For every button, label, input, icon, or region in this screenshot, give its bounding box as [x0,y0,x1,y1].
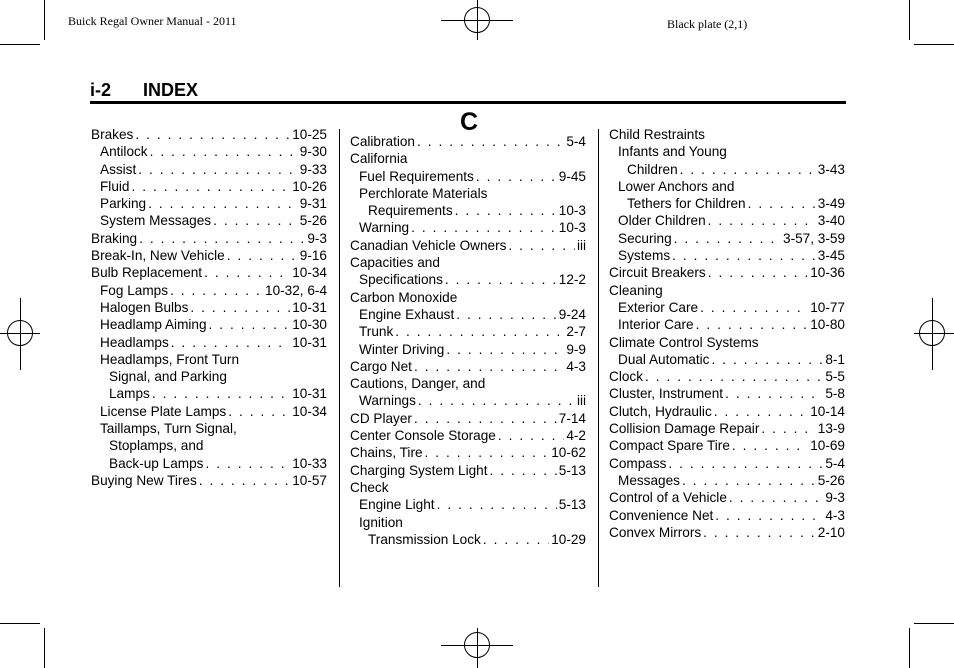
index-entry [350,185,586,202]
entry-term: Specifications [359,272,443,288]
entry-page-ref: 10-30 [292,317,327,333]
column-divider [339,129,340,587]
entry-term: System Messages [100,213,212,229]
index-entry [609,334,845,351]
index-entry [91,282,327,299]
entry-page-ref: 10-31 [292,334,327,350]
index-entry [609,178,845,195]
index-entry [350,254,586,271]
entry-page-ref: 10-31 [292,299,327,315]
dot-leader [395,323,564,340]
entry-page-ref: 9-9 [566,341,586,357]
dot-leader [227,247,298,264]
index-entry [609,195,845,212]
dot-leader [425,444,550,461]
entry-page-ref: 4-3 [825,507,845,523]
entry-page-ref: 5-13 [558,497,586,513]
dot-leader [725,385,823,402]
index-entry [609,161,845,178]
index-entry [609,524,845,541]
entry-page-ref: 9-45 [558,168,586,184]
entry-term: Antilock [100,144,148,160]
dot-leader [498,427,565,444]
entry-page-ref: 9-30 [299,144,327,160]
dot-leader [476,168,557,185]
dot-leader [674,230,781,247]
index-entry [350,237,586,254]
index-entry [350,168,586,185]
index-entry [350,427,586,444]
dot-leader [682,472,816,489]
plate-label: Black plate (2,1) [667,17,748,31]
index-entry [91,264,327,281]
manual-title: Buick Regal Owner Manual - 2011 [68,14,237,28]
dot-leader [148,195,298,212]
entry-page-ref: 9-33 [299,161,327,177]
index-entry [609,385,845,402]
entry-page-ref: 3-40 [817,213,845,229]
index-entry [609,437,845,454]
entry-term: Exterior Care [618,299,699,315]
entry-page-ref: 3-49 [817,196,845,212]
entry-term: Messages [618,472,680,488]
dot-leader [455,202,557,219]
index-entry [91,195,327,212]
index-entry [609,264,845,281]
dot-leader [446,341,564,358]
entry-term: Infants and Young [618,144,727,160]
index-entry [91,143,327,160]
entry-term: Tethers for Children [627,196,746,212]
dot-leader [708,212,816,229]
entry-term: Taillamps, Turn Signal, [100,421,237,437]
entry-term: Winter Driving [359,341,445,357]
entry-term: Cleaning [609,282,663,298]
index-column-3 [609,126,845,541]
index-entry [91,161,327,178]
entry-term: Fog Lamps [100,282,169,298]
dot-leader [418,392,575,409]
entry-term: California [350,151,408,167]
entry-term: Stoplamps, and [109,438,204,454]
index-entry [609,230,845,247]
entry-term: Headlamps [100,334,169,350]
index-entry [609,126,845,143]
entry-term: Clutch, Hydraulic [609,403,712,419]
entry-page-ref: 10-77 [810,299,845,315]
index-entry [350,219,586,236]
entry-page-ref: 10-32, 6-4 [265,282,327,298]
index-entry [609,247,845,264]
index-entry [609,351,845,368]
entry-page-ref: 2-10 [817,524,845,540]
entry-term: Older Children [618,213,706,229]
entry-term: Parking [100,196,147,212]
title-rule [90,101,846,104]
index-entry [350,410,586,427]
dot-leader [204,264,290,281]
entry-page-ref: 13-9 [817,421,845,437]
entry-term: License Plate Lamps [100,403,227,419]
index-entry [91,455,327,472]
entry-page-ref: 10-14 [810,403,845,419]
entry-page-ref: 10-80 [810,317,845,333]
dot-leader [414,410,557,427]
entry-page-ref: 9-31 [299,196,327,212]
entry-page-ref: iii [576,237,586,253]
index-entry [609,282,845,299]
index-entry [350,444,586,461]
dot-leader [171,334,290,351]
index-entry [91,472,327,489]
entry-term: Compass [609,455,667,471]
entry-term: Headlamps, Front Turn [100,351,240,367]
entry-term: Buying New Tires [91,472,197,488]
entry-term: Ignition [359,514,403,530]
entry-page-ref: 10-36 [810,265,845,281]
index-entry [91,403,327,420]
entry-term: Brakes [91,127,134,142]
entry-term: Back-up Lamps [109,455,204,471]
index-entry [609,507,845,524]
dot-leader [213,212,298,229]
entry-term: Break-In, New Vehicle [91,248,225,264]
entry-term: Climate Control Systems [609,334,759,350]
entry-term: Fluid [100,178,130,194]
dot-leader [672,247,816,264]
index-entry [350,289,586,306]
page-number: i-2 [90,80,112,100]
index-entry [91,385,327,402]
dot-leader [228,403,290,420]
entry-term: Warning [359,220,410,236]
entry-term: Compact Spare Tire [609,438,730,454]
dot-leader [139,230,305,247]
dot-leader [490,462,557,479]
entry-page-ref: 10-34 [292,403,327,419]
entry-term: Lower Anchors and [618,178,735,194]
entry-page-ref: iii [576,393,586,409]
index-entry [91,126,327,143]
entry-page-ref: 9-16 [299,248,327,264]
index-entry [91,299,327,316]
index-entry [91,178,327,195]
entry-term: Carbon Monoxide [350,289,458,305]
dot-leader [209,316,291,333]
entry-term: Headlamp Aiming [100,317,207,333]
entry-page-ref: 10-31 [292,386,327,402]
dot-leader [456,306,557,323]
dot-leader [680,161,816,178]
dot-leader [696,316,809,333]
entry-term: Securing [618,230,672,246]
entry-page-ref: 12-2 [558,272,586,288]
index-entry [91,316,327,333]
entry-page-ref: 10-29 [551,531,586,547]
entry-page-ref: 5-26 [817,472,845,488]
dot-leader [411,219,557,236]
index-entry [350,150,586,167]
index-entry [350,531,586,548]
section-title: INDEX [143,80,199,100]
dot-leader [761,420,815,437]
entry-term: Convenience Net [609,507,714,523]
dot-leader [729,489,823,506]
entry-term: Halogen Bulbs [100,299,189,315]
dot-leader [199,472,290,489]
entry-term: Engine Exhaust [359,306,455,322]
index-entry [91,351,327,368]
entry-page-ref: 10-3 [558,220,586,236]
entry-page-ref: 5-8 [825,386,845,402]
entry-term: Fuel Requirements [359,168,474,184]
index-letter-heading: C [460,108,479,136]
entry-page-ref: 5-4 [566,134,586,149]
entry-page-ref: 7-14 [558,410,586,426]
entry-term: Signal, and Parking [109,369,227,385]
entry-page-ref: 5-5 [825,369,845,385]
dot-leader [417,133,564,150]
dot-leader [445,271,557,288]
index-entry [609,472,845,489]
entry-page-ref: 10-25 [292,127,327,142]
entry-page-ref: 4-2 [566,428,586,444]
entry-term: Dual Automatic [618,351,710,367]
entry-term: Control of a Vehicle [609,490,727,506]
entry-page-ref: 10-69 [810,438,845,454]
entry-page-ref: 5-4 [825,455,845,471]
entry-page-ref: 3-43 [817,161,845,177]
index-entry [609,403,845,420]
entry-page-ref: 3-45 [817,248,845,264]
index-entry [350,306,586,323]
column-divider [598,129,599,587]
entry-term: CD Player [350,410,412,426]
entry-term: Charging System Light [350,462,488,478]
entry-term: Assist [100,161,137,177]
index-entry [609,143,845,160]
entry-term: Transmission Lock [368,531,481,547]
index-entry [609,455,845,472]
entry-term: Check [350,479,389,495]
entry-term: Calibration [350,134,415,149]
dot-leader [715,507,823,524]
dot-leader [700,299,808,316]
entry-page-ref: 4-3 [566,358,586,374]
entry-term: Braking [91,230,138,246]
dot-leader [714,403,808,420]
dot-leader [668,455,823,472]
entry-page-ref: 9-24 [558,306,586,322]
index-entry [91,437,327,454]
entry-term: Capacities and [350,255,440,271]
entry-term: Children [627,161,678,177]
entry-page-ref: 5-26 [299,213,327,229]
entry-term: Cargo Net [350,358,412,374]
index-entry [609,368,845,385]
index-entry [609,299,845,316]
index-entry [350,133,586,150]
index-entry [609,212,845,229]
entry-term: Interior Care [618,317,694,333]
index-entry [350,375,586,392]
index-entry [350,341,586,358]
entry-page-ref: 10-62 [551,445,586,461]
dot-leader [708,264,809,281]
entry-page-ref: 10-57 [292,472,327,488]
index-entry [91,368,327,385]
dot-leader [205,455,290,472]
entry-page-ref: 10-3 [558,203,586,219]
index-column-1 [91,126,327,489]
dot-leader [508,237,575,254]
entry-page-ref: 10-34 [292,265,327,281]
entry-term: Chains, Tire [350,445,423,461]
dot-leader [483,531,549,548]
entry-term: Collision Damage Repair [609,421,760,437]
entry-term: Systems [618,248,671,264]
entry-term: Canadian Vehicle Owners [350,237,507,253]
entry-term: Cautions, Danger, and [350,376,486,392]
entry-term: Convex Mirrors [609,524,702,540]
entry-term: Warnings [359,393,416,409]
index-entry [91,420,327,437]
entry-page-ref: 8-1 [825,351,845,367]
index-entry [350,496,586,513]
entry-page-ref: 9-3 [307,230,327,246]
dot-leader [703,524,816,541]
entry-term: Center Console Storage [350,428,496,444]
dot-leader [190,299,290,316]
index-entry [91,334,327,351]
dot-leader [152,385,290,402]
dot-leader [437,496,557,513]
entry-term: Bulb Replacement [91,265,203,281]
entry-term: Lamps [109,386,150,402]
dot-leader [150,143,298,160]
index-entry [91,212,327,229]
index-entry [350,392,586,409]
index-entry [350,462,586,479]
entry-term: Engine Light [359,497,435,513]
dot-leader [135,126,290,143]
dot-leader [711,351,823,368]
dot-leader [170,282,263,299]
entry-page-ref: 10-33 [292,455,327,471]
index-entry [350,202,586,219]
index-entry [91,247,327,264]
index-entry [350,271,586,288]
index-entry [609,316,845,333]
index-entry [350,479,586,496]
entry-page-ref: 2-7 [566,324,586,340]
entry-page-ref: 10-26 [292,178,327,194]
dot-leader [131,178,290,195]
index-entry [350,514,586,531]
dot-leader [645,368,823,385]
dot-leader [748,195,816,212]
entry-page-ref: 9-3 [825,490,845,506]
entry-term: Circuit Breakers [609,265,706,281]
index-entry [609,420,845,437]
index-column-2 [350,108,586,548]
index-entry [609,489,845,506]
entry-term: Child Restraints [609,127,705,142]
entry-term: Trunk [359,324,394,340]
entry-page-ref: 3-57, 3-59 [783,230,845,246]
entry-term: Clock [609,369,643,385]
index-entry [350,323,586,340]
dot-leader [414,358,564,375]
entry-term: Perchlorate Materials [359,185,488,201]
dot-leader [138,161,298,178]
index-entry [91,230,327,247]
dot-leader [732,437,808,454]
index-entry [350,358,586,375]
entry-term: Cluster, Instrument [609,386,724,402]
entry-page-ref: 5-13 [558,462,586,478]
entry-term: Requirements [368,203,453,219]
